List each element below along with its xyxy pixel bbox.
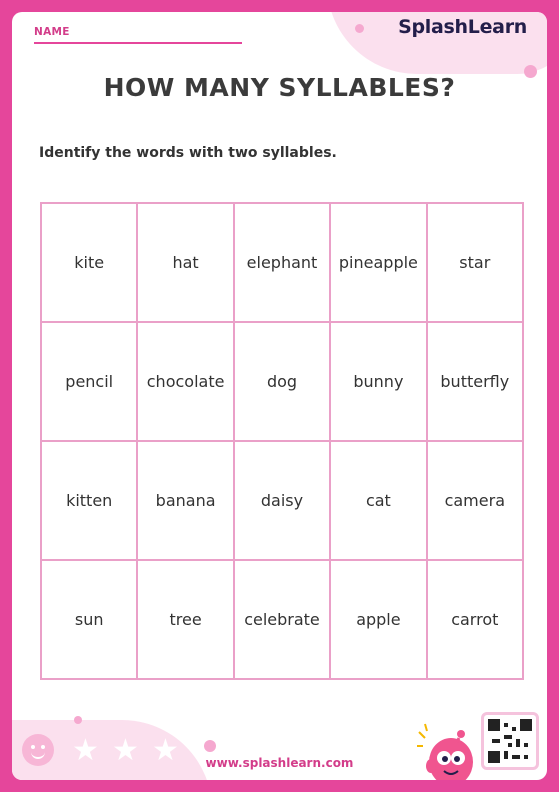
- name-line[interactable]: [34, 42, 242, 44]
- decorative-dot: [204, 740, 216, 752]
- website-link[interactable]: www.splashlearn.com: [205, 756, 354, 770]
- page-title: HOW MANY SYLLABLES?: [103, 73, 456, 102]
- decorative-dot: [74, 716, 82, 724]
- word-cell[interactable]: chocolate: [137, 322, 233, 441]
- word-cell[interactable]: cat: [330, 441, 426, 560]
- word-cell[interactable]: bunny: [330, 322, 426, 441]
- brand-logo: SplashLearn: [398, 16, 527, 38]
- name-label: NAME: [34, 26, 70, 38]
- word-cell[interactable]: kite: [41, 203, 137, 322]
- worksheet-sheet: [12, 12, 547, 780]
- word-cell[interactable]: butterfly: [427, 322, 523, 441]
- word-cell[interactable]: kitten: [41, 441, 137, 560]
- word-cell[interactable]: carrot: [427, 560, 523, 679]
- word-cell[interactable]: elephant: [234, 203, 330, 322]
- word-cell[interactable]: dog: [234, 322, 330, 441]
- word-cell[interactable]: pineapple: [330, 203, 426, 322]
- word-cell[interactable]: hat: [137, 203, 233, 322]
- star-icon: ★: [112, 733, 139, 768]
- mascot-icon: [417, 716, 477, 780]
- word-cell[interactable]: banana: [137, 441, 233, 560]
- qr-code-icon[interactable]: [481, 712, 539, 770]
- word-cell[interactable]: daisy: [234, 441, 330, 560]
- footer: [12, 720, 547, 780]
- instruction-text: Identify the words with two syllables.: [39, 145, 337, 161]
- word-cell[interactable]: celebrate: [234, 560, 330, 679]
- word-cell[interactable]: camera: [427, 441, 523, 560]
- qr-pattern: [488, 719, 532, 763]
- decorative-dot: [355, 24, 364, 33]
- word-cell[interactable]: apple: [330, 560, 426, 679]
- word-cell[interactable]: sun: [41, 560, 137, 679]
- word-cell[interactable]: tree: [137, 560, 233, 679]
- word-cell[interactable]: star: [427, 203, 523, 322]
- word-cell[interactable]: pencil: [41, 322, 137, 441]
- star-icon: ★: [152, 733, 179, 768]
- star-icon: ★: [72, 733, 99, 768]
- word-grid: [40, 202, 524, 680]
